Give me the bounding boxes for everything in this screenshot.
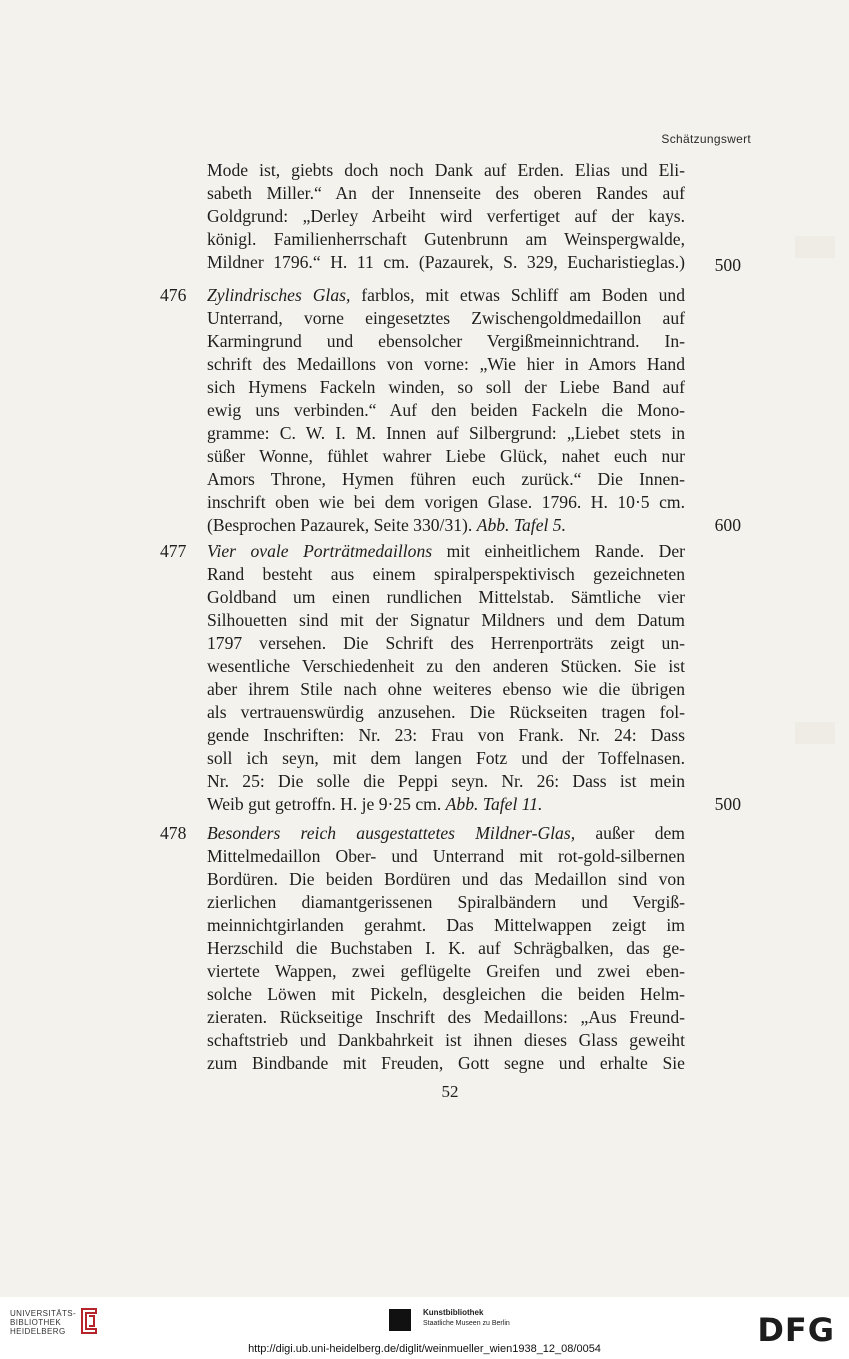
viewer-footer	[0, 1297, 849, 1359]
text-line: gramme: C. W. I. M. Innen auf Silbergrund: „Liebet stets in	[207, 423, 685, 443]
text-line: zierlichen diamantgerissenen Spiralbändern und Vergiß-	[207, 892, 685, 912]
text-line: sabeth Miller.“ An der Innenseite des oberen Randes auf	[207, 183, 685, 203]
text-line: Silhouetten sind mit der Signatur Mildners und dem Datum	[207, 610, 685, 630]
text-line: viertete Wappen, zwei geflügelte Greifen und zwei eben-	[207, 961, 685, 981]
column-header: Schätzungswert	[661, 132, 751, 146]
dfg-logo[interactable]: DFG	[757, 1311, 835, 1349]
page-number: 52	[441, 1082, 459, 1101]
text-line: inschrift oben wie bei dem vorigen Glase. 1796. H. 10·5 cm.	[207, 492, 685, 512]
text-line: Unterrand, vorne eingesetztes Zwischengoldmedaillon auf	[207, 308, 685, 328]
lot-number: 478	[160, 823, 187, 843]
text-line: Vier ovale Porträtmedaillons mit einheitlichem Rande. Der	[207, 541, 685, 561]
text-line: Bordüren. Die beiden Bordüren und das Medaillon sind von	[207, 869, 685, 889]
text-line: Besonders reich ausgestattetes Mildner-Glas, außer dem	[207, 823, 685, 843]
text-line: 1797 versehen. Die Schrift des Herrenporträts zeigt un-	[207, 633, 685, 653]
text-line: Herzschild die Buchstaben I. K. auf Schrägbalken, das ge-	[207, 938, 685, 958]
ub-heidelberg-logo-icon[interactable]	[78, 1307, 100, 1335]
lot-title: Zylindrisches Glas,	[207, 285, 351, 305]
text-line: meinnichtgirlanden gerahmt. Das Mittelwappen zeigt im	[207, 915, 685, 935]
text-line: süßer Wonne, fühlet wahrer Liebe Glück, nahet euch nur	[207, 446, 685, 466]
text-line: schaftstrieb und Dankbahrkeit ist ihnen dieses Glass geweiht	[207, 1030, 685, 1050]
ub-heidelberg-label[interactable]: UNIVERSITÄTS- BIBLIOTHEK HEIDELBERG	[10, 1309, 77, 1336]
text-line: Zylindrisches Glas, farblos, mit etwas Schliff am Boden und	[207, 285, 685, 305]
lot-title: Vier ovale Porträtmedaillons	[207, 541, 433, 561]
text-line: solche Löwen mit Pickeln, desgleichen die beiden Helm-	[207, 984, 685, 1004]
lot-number: 477	[160, 541, 187, 561]
bleed-through-text	[18, 96, 78, 114]
lot-number: 476	[160, 285, 187, 305]
text-line: zum Bindbande mit Freuden, Gott segne und erhalte Sie	[207, 1053, 685, 1073]
text-line: aber ihrem Stile nach ohne weiteres ebenso wie die übrigen	[207, 679, 685, 699]
text-line: Goldgrund: „Derley Arbeiht wird verfertiget auf der kays.	[207, 206, 685, 226]
text-line: Mildner 1796.“ H. 11 cm. (Pazaurek, S. 329, Eucharistieglas.)	[207, 252, 685, 272]
text-line: (Besprochen Pazaurek, Seite 330/31). Abb. Tafel 5.	[207, 515, 566, 535]
text-line: zieraten. Rückseitige Inschrift des Medaillons: „Aus Freund-	[207, 1007, 685, 1027]
text-line: ewig uns verbinden.“ Auf den beiden Fackeln die Mono-	[207, 400, 685, 420]
plate-reference: Abb. Tafel 5.	[476, 515, 566, 535]
kunstbibliothek-label[interactable]: Kunstbibliothek Staatliche Museen zu Berlin	[423, 1308, 510, 1327]
text-line: Weib gut getroffn. H. je 9·25 cm. Abb. Tafel 11.	[207, 794, 543, 814]
text-line: königl. Familienherrschaft Gutenbrunn am Weinspergwalde,	[207, 229, 685, 249]
price: 500	[714, 255, 741, 275]
plate-reference: Abb. Tafel 11.	[445, 794, 543, 814]
text-line: Nr. 25: Die solle die Peppi seyn. Nr. 26: Dass ist mein	[207, 771, 685, 791]
text-line: Mode ist, giebts doch noch Dank auf Erden. Elias und Eli-	[207, 160, 685, 180]
kunstbibliothek-logo-icon[interactable]	[389, 1309, 411, 1331]
bleed-through-mark	[795, 722, 835, 744]
text-line: Goldband um einen rundlichen Mittelstab. Sämtliche vier	[207, 587, 685, 607]
bleed-through-mark	[795, 236, 835, 258]
text-line: soll ich seyn, mit dem langen Fotz und der Toffelnasen.	[207, 748, 685, 768]
lot-title: Besonders reich ausgestattetes Mildner-Glas,	[207, 823, 576, 843]
text-line: sich Hymens Fackeln winden, so soll der Liebe Band auf	[207, 377, 685, 397]
text-line: gende Inschriften: Nr. 23: Frau von Frank. Nr. 24: Dass	[207, 725, 685, 745]
permalink-url[interactable]: http://digi.ub.uni-heidelberg.de/diglit/weinmueller_wien1938_12_08/0054	[248, 1343, 601, 1355]
text-line: Rand besteht aus einem spiralperspektivisch gezeichneten	[207, 564, 685, 584]
text-line: als vertrauenswürdig anzusehen. Die Rückseiten tragen fol-	[207, 702, 685, 722]
price: 500	[714, 794, 741, 814]
text-line: schrift des Medaillons von vorne: „Wie hier in Amors Hand	[207, 354, 685, 374]
text-line: Amors Throne, Hymen führen euch zurück.“ Die Innen-	[207, 469, 685, 489]
text-line: Mittelmedaillon Ober- und Unterrand mit rot-gold-silbernen	[207, 846, 685, 866]
text-line: Karmingrund und ebensolcher Vergißmeinnichtrand. In-	[207, 331, 685, 351]
price: 600	[714, 515, 741, 535]
text-line: wesentliche Verschiedenheit zu den anderen Stücken. Sie ist	[207, 656, 685, 676]
